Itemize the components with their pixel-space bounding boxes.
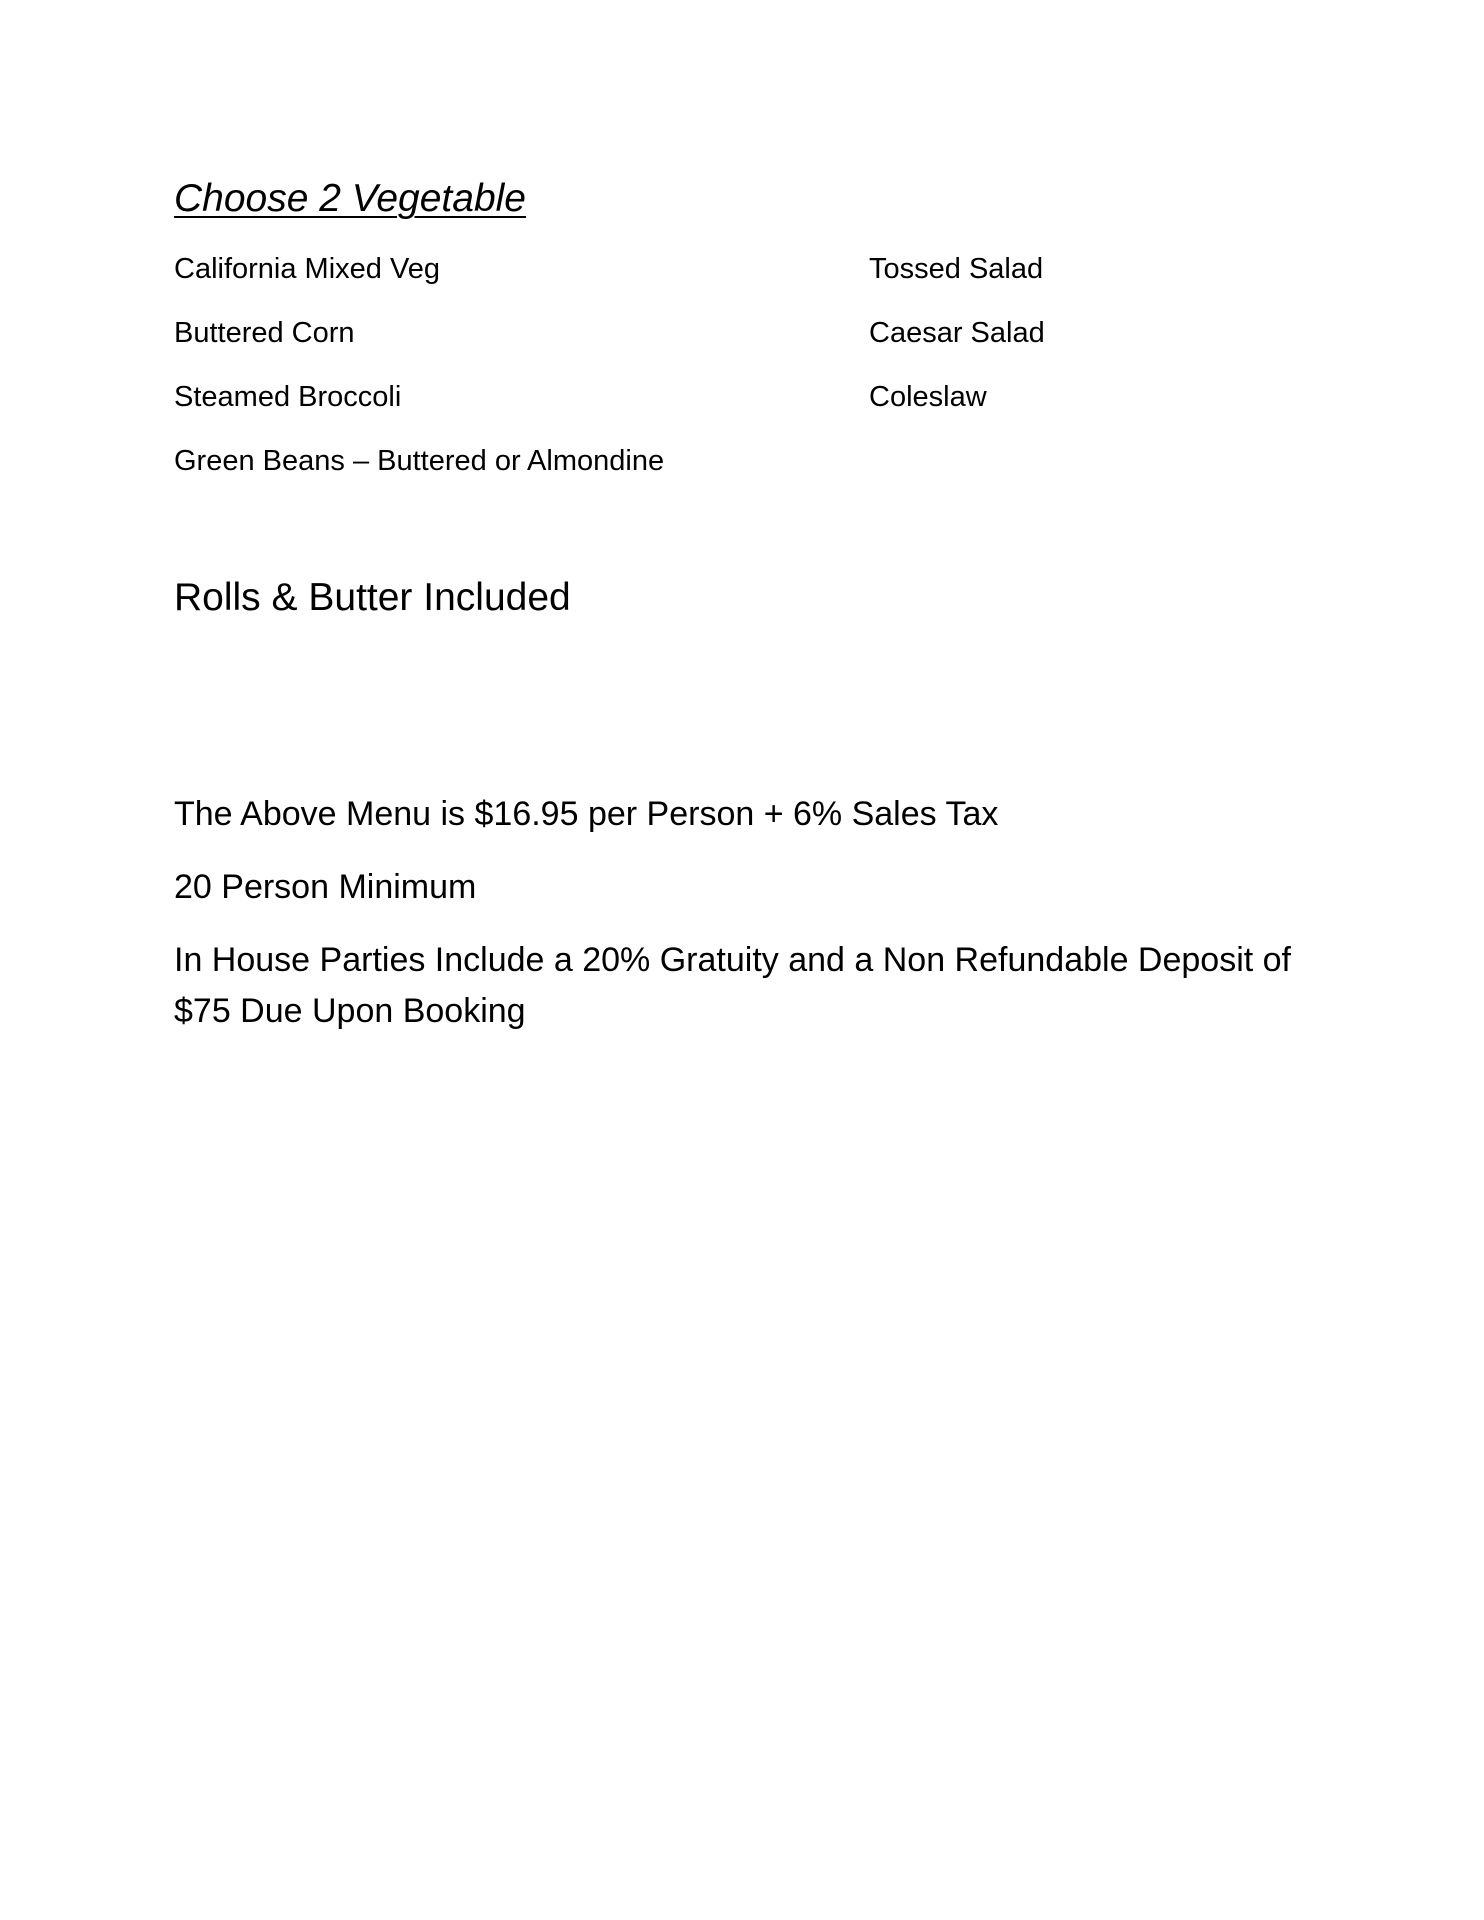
minimum-line: 20 Person Minimum — [174, 868, 477, 906]
vegetable-item: California Mixed Veg — [174, 253, 440, 285]
vegetable-item: Tossed Salad — [869, 253, 1044, 285]
vegetable-item: Buttered Corn — [174, 317, 355, 349]
policy-line: In House Parties Include a 20% Gratuity and a Non Refundable Deposit of $75 Due Upon Booking — [174, 941, 1292, 1030]
price-line: The Above Menu is $16.95 per Person + 6% Sales Tax — [174, 795, 999, 833]
pricing-section — [174, 789, 1324, 1059]
vegetable-item: Green Beans – Buttered or Almondine — [174, 445, 665, 477]
vegetable-list-left — [174, 252, 664, 508]
vegetable-list-right — [869, 252, 1045, 444]
vegetable-item: Caesar Salad — [869, 317, 1045, 349]
vegetable-section-heading: Choose 2 Vegetable — [174, 177, 526, 220]
vegetable-item: Coleslaw — [869, 381, 987, 413]
rolls-note: Rolls & Butter Included — [174, 576, 571, 619]
vegetable-item: Steamed Broccoli — [174, 381, 402, 413]
